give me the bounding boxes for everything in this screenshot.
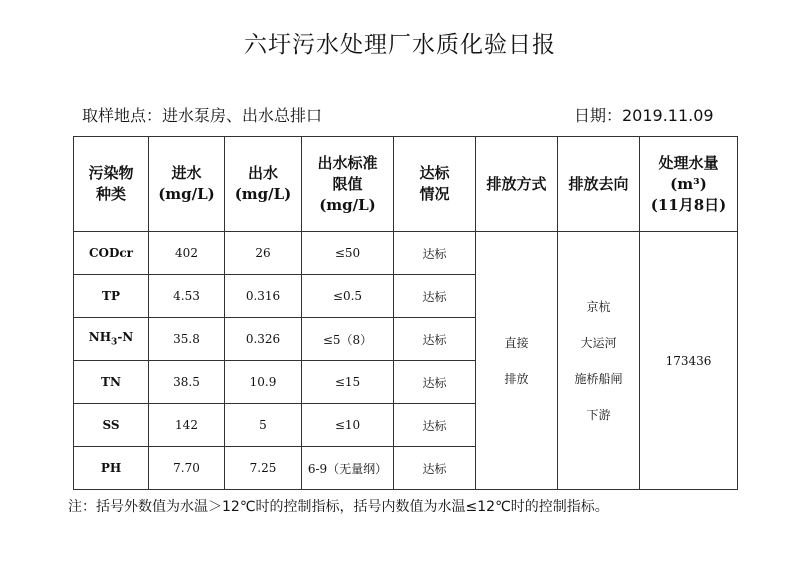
footnote: 注：括号外数值为水温＞12℃时的控制指标，括号内数值为水温≤12℃时的控制指标。 bbox=[68, 499, 609, 515]
status-value: 达标 bbox=[394, 447, 476, 490]
inflow-value: 7.70 bbox=[149, 447, 225, 490]
pollutant-name: TP bbox=[74, 275, 149, 318]
limit-value: ≤10 bbox=[302, 404, 394, 447]
header-status: 达标 情况 bbox=[394, 137, 476, 232]
report-title: 六圩污水处理厂水质化验日报 bbox=[244, 32, 556, 58]
table-row bbox=[74, 232, 738, 275]
header-row bbox=[74, 137, 738, 232]
pollutant-name: $NH_3-N$ bbox=[74, 318, 149, 361]
pollutant-name: SS bbox=[74, 404, 149, 447]
discharge-method: 直接 排放 bbox=[476, 232, 558, 490]
status-value: 达标 bbox=[394, 232, 476, 275]
status-value: 达标 bbox=[394, 404, 476, 447]
limit-value: ≤5（8） bbox=[302, 318, 394, 361]
treated-volume: 173436 bbox=[640, 232, 738, 490]
header-limit: 出水标准 限值 (mg/L) bbox=[302, 137, 394, 232]
inflow-value: 402 bbox=[149, 232, 225, 275]
outflow-value: 5 bbox=[225, 404, 302, 447]
limit-value: 6-9（无量纲） bbox=[302, 447, 394, 490]
water-quality-table bbox=[73, 136, 738, 490]
header-pollutant: 污染物 种类 bbox=[74, 137, 149, 232]
inflow-value: 35.8 bbox=[149, 318, 225, 361]
header-volume: 处理水量 (m³) (11月8日) bbox=[640, 137, 738, 232]
pollutant-name: PH bbox=[74, 447, 149, 490]
header-outflow: 出水 (mg/L) bbox=[225, 137, 302, 232]
inflow-value: 4.53 bbox=[149, 275, 225, 318]
pollutant-name: TN bbox=[74, 361, 149, 404]
outflow-value: 26 bbox=[225, 232, 302, 275]
status-value: 达标 bbox=[394, 361, 476, 404]
header-destination: 排放去向 bbox=[558, 137, 640, 232]
sampling-location: 取样地点：进水泵房、出水总排口 bbox=[82, 106, 323, 125]
discharge-destination: 京杭 大运河 施桥船闸 下游 bbox=[558, 232, 640, 490]
limit-value: ≤15 bbox=[302, 361, 394, 404]
outflow-value: 7.25 bbox=[225, 447, 302, 490]
limit-value: ≤50 bbox=[302, 232, 394, 275]
limit-value: ≤0.5 bbox=[302, 275, 394, 318]
outflow-value: 0.316 bbox=[225, 275, 302, 318]
status-value: 达标 bbox=[394, 275, 476, 318]
inflow-value: 38.5 bbox=[149, 361, 225, 404]
header-method: 排放方式 bbox=[476, 137, 558, 232]
report-date: 日期：2019.11.09 bbox=[574, 106, 714, 125]
header-inflow: 进水 (mg/L) bbox=[149, 137, 225, 232]
outflow-value: 0.326 bbox=[225, 318, 302, 361]
status-value: 达标 bbox=[394, 318, 476, 361]
pollutant-name: CODcr bbox=[74, 232, 149, 275]
inflow-value: 142 bbox=[149, 404, 225, 447]
outflow-value: 10.9 bbox=[225, 361, 302, 404]
